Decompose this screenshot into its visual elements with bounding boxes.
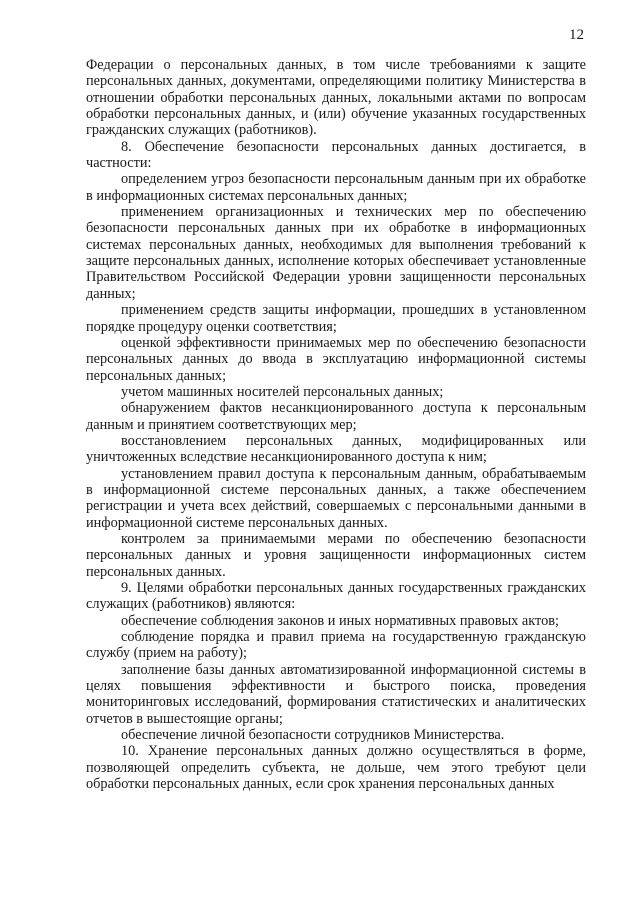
paragraph-clause-9: 9. Целями обработки персональных данных государственных гражданских служащих (работников) являются: <box>86 580 586 613</box>
list-item-threat-identification: определением угроз безопасности персональным данным при их обработке в информационных системах персональных данных; <box>86 171 586 204</box>
paragraph-continuation: Федерации о персональных данных, в том числе требованиями к защите персональных данных, документами, определяющими политику Министерства в отношении обработки персональных данных, локальными актами по вопросам обработки персональных данных, и (или) обучение указанных государственных гражданских служащих (работников). <box>86 57 586 139</box>
list-item-control-measures: контролем за принимаемыми мерами по обеспечению безопасности персональных данных и уровня защищенности информационных систем персональных данных. <box>86 530 586 580</box>
list-item-personal-security: обеспечение личной безопасности сотрудников Министерства. <box>121 727 505 744</box>
list-item-data-recovery: восстановлением персональных данных, модифицированных или уничтоженных вследствие несанкционированного доступа к ним; <box>86 432 586 466</box>
list-item-law-compliance: обеспечение соблюдения законов и иных нормативных правовых актов; <box>121 612 559 629</box>
list-item-organizational-measures: применением организационных и технических мер по обеспечению безопасности персональных данных при их обработке в информационных системах персональных данных, необходимых для выполнения требований к защите персональных данных, исполнение которых обеспечивает установленные Правительством Российской Федерации уровни защищенности персональных данных; <box>86 204 586 302</box>
document-body <box>86 57 586 792</box>
list-item-database-filling: заполнение базы данных автоматизированной информационной системы в целях повышения эффективности и быстрого поиска, проведения мониторинговых исследований, формирования статистических и аналитических отчетов в вышестоящие органы; <box>86 661 586 727</box>
list-item-media-accounting: учетом машинных носителей персональных данных; <box>121 383 444 400</box>
list-item-security-tools: применением средств защиты информации, прошедших в установленном порядке процедуру оценки соответствия; <box>86 302 586 335</box>
list-item-hiring-procedure: соблюдение порядка и правил приема на государственную гражданскую службу (прием на работу); <box>86 629 586 662</box>
list-item-unauthorized-access-detection: обнаружением фактов несанкционированного доступа к персональным данным и принятием соответствующих мер; <box>86 400 586 433</box>
page-number: 12 <box>569 27 584 43</box>
list-item-access-rules: установлением правил доступа к персональным данным, обрабатываемым в информационной системе персональных данных, а также обеспечением регистрации и учета всех действий, совершаемых с персональными данными в информационной системе персональных данных. <box>86 465 586 531</box>
paragraph-clause-8: 8. Обеспечение безопасности персональных данных достигается, в частности: <box>86 138 586 172</box>
list-item-effectiveness-assessment: оценкой эффективности принимаемых мер по обеспечению безопасности персональных данных до ввода в эксплуатацию информационной системы персональных данных; <box>86 334 586 384</box>
paragraph-clause-10: 10. Хранение персональных данных должно осуществляться в форме, позволяющей определить субъекта, не дольше, чем этого требуют цели обработки персональных данных, если срок хранения персональных данных <box>86 743 586 793</box>
